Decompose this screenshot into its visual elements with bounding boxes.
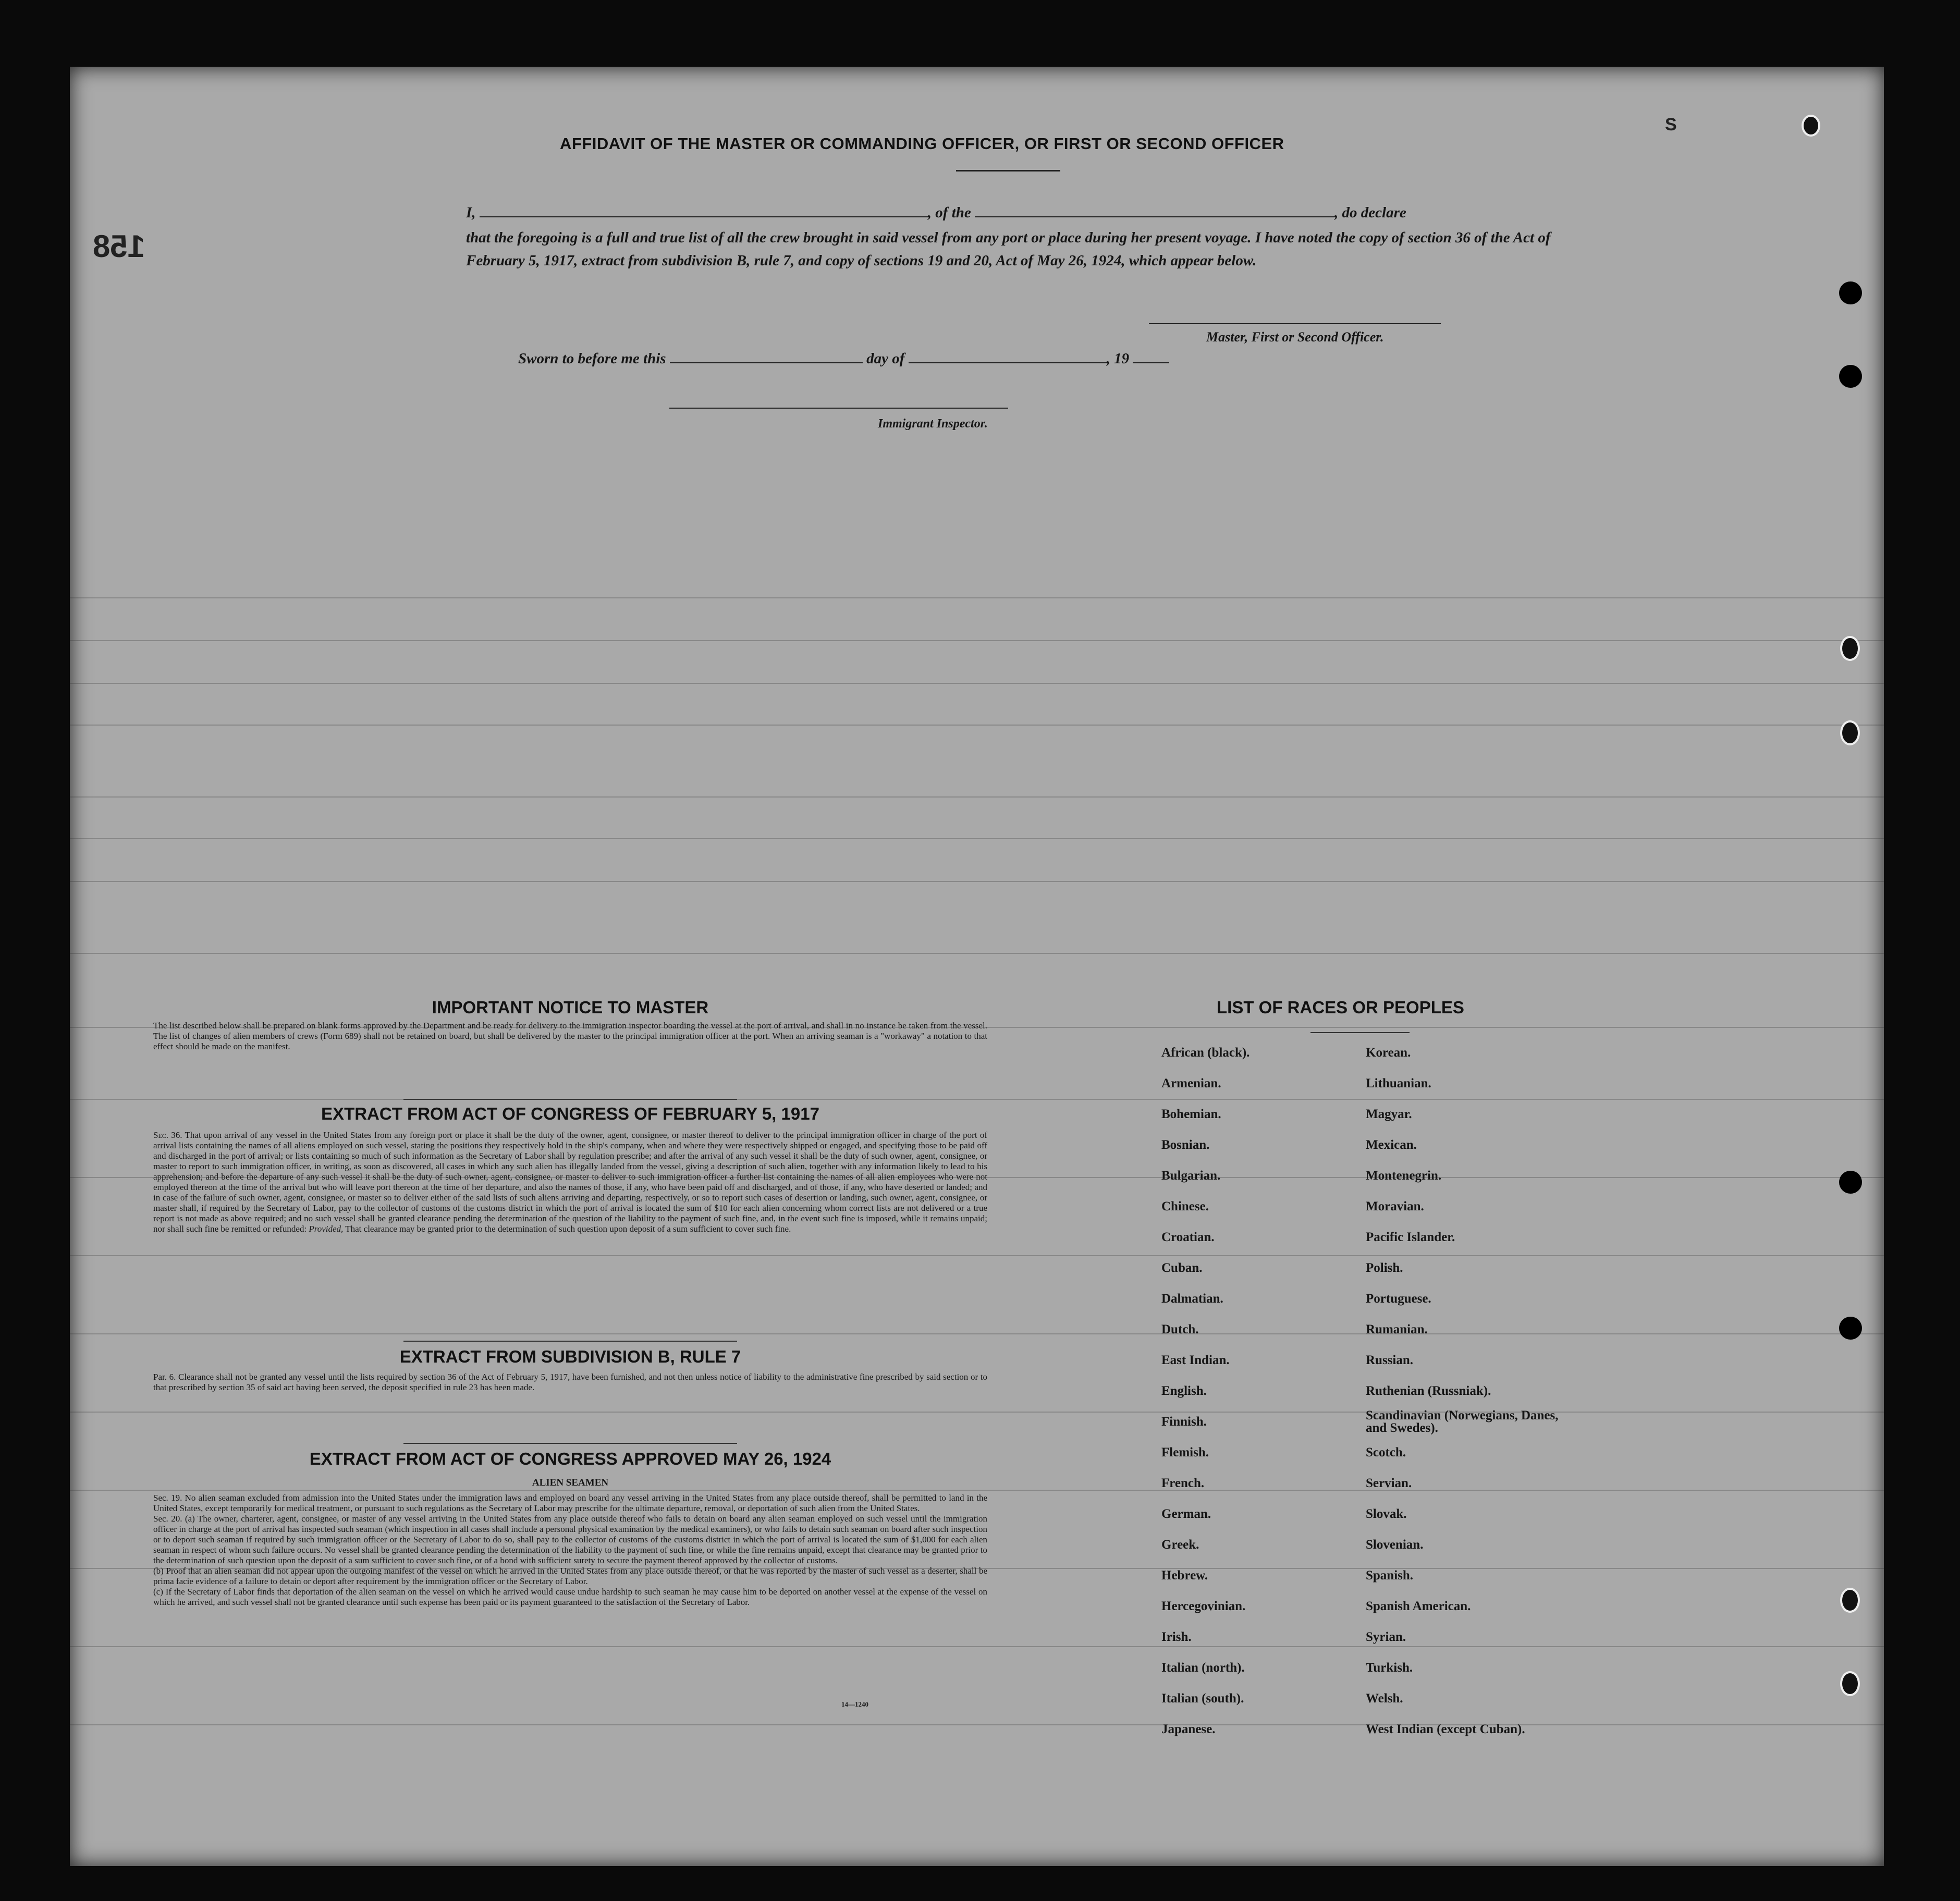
inspector-label: Immigrant Inspector. bbox=[878, 417, 988, 431]
race-item: Pacific Islander. bbox=[1366, 1230, 1455, 1244]
race-item: Croatian. bbox=[1161, 1230, 1215, 1244]
binder-hole bbox=[1839, 281, 1862, 304]
corner-mark: S bbox=[1665, 115, 1677, 134]
form-number: 14—1240 bbox=[841, 1700, 868, 1708]
extract-1917-body bbox=[153, 1130, 987, 1234]
race-item: Japanese. bbox=[1161, 1722, 1216, 1736]
race-item: Dalmatian. bbox=[1161, 1292, 1223, 1306]
title-rule bbox=[956, 170, 1060, 171]
race-item: Ruthenian (Russniak). bbox=[1366, 1384, 1491, 1398]
race-item: Cuban. bbox=[1161, 1261, 1203, 1275]
race-item: Servian. bbox=[1366, 1476, 1412, 1490]
sworn-year: , 19 bbox=[1106, 350, 1130, 367]
race-item: Spanish American. bbox=[1366, 1599, 1471, 1613]
races-title: LIST OF RACES OR PEOPLES bbox=[1217, 998, 1464, 1017]
race-item: Russian. bbox=[1366, 1353, 1414, 1367]
inspector-signature-line[interactable] bbox=[669, 408, 1008, 409]
race-item: Bulgarian. bbox=[1161, 1169, 1221, 1183]
margin-number: 158 bbox=[93, 229, 145, 264]
race-item: Welsh. bbox=[1366, 1691, 1403, 1706]
race-item: Turkish. bbox=[1366, 1661, 1413, 1675]
race-item: Dutch. bbox=[1161, 1322, 1199, 1336]
vessel-blank[interactable] bbox=[975, 216, 1334, 217]
sec-36-label: Sec. 36. bbox=[153, 1130, 182, 1140]
notice-body: The list described below shall be prepared on blank forms approved by the Department and be ready for delivery to the immigration inspector boarding the vessel at the port of arrival, and shall in no instance be taken from the vessel. The list of changes of alien members of crews (Form 689) shall not be retained on board, but shall be delivered by the master to the principal immigration officer at the port. When an arriving seaman is a "workaway" a notation to that effect should be made on the manifest. bbox=[153, 1021, 987, 1051]
extract-1924-subtitle: ALIEN SEAMEN bbox=[532, 1477, 609, 1488]
section-rule bbox=[403, 1443, 737, 1444]
race-item: Slovenian. bbox=[1366, 1538, 1424, 1552]
sec-20b-text: (b) Proof that an alien seaman did not appear upon the outgoing manifest of the vessel on which he arrived in the United States from any place outside thereof, or that he was reported by the master of such vessel as a deserter, shall be prima facie evidence of a failure to detain or deport after requirement by the immigration officer or the Secretary of Labor. bbox=[153, 1566, 987, 1586]
punch-hole-ring bbox=[1802, 115, 1820, 137]
race-item: Scandinavian (Norwegians, Danes, and Swedes). bbox=[1366, 1408, 1559, 1435]
affidavit-title: AFFIDAVIT OF THE MASTER OR COMMANDING OFFICER, OR FIRST OR SECOND OFFICER bbox=[560, 134, 1284, 153]
race-item: Bohemian. bbox=[1161, 1107, 1221, 1121]
section-rule bbox=[403, 1341, 737, 1342]
race-item: Chinese. bbox=[1161, 1199, 1209, 1213]
race-item: African (black). bbox=[1161, 1046, 1250, 1060]
sworn-year-blank[interactable] bbox=[1133, 362, 1169, 363]
extract-rule7-body: Par. 6. Clearance shall not be granted any vessel until the lists required by section 36 of the Act of February 5, 1917, have been furnished, and not then unless notice of liability to the administrative fine prescribed by said section or to that prescribed by section 35 of said act having been served, the deposit specified in rule 23 has been made. bbox=[153, 1372, 987, 1392]
sec-36-text: That upon arrival of any vessel in the United States from any foreign port or place it shall be the duty of the owner, agent, consignee, or master thereof to deliver to the principal immigration officer in charge of the port of arrival lists containing the names of all aliens employed on such vessel, stating the positions they respectively hold in the ship's company, when and where they were respectively shipped or engaged, and specifying those to be paid off and discharged in the port of arrival; or lists containing so much of such information as the Secretary of Labor shall by regulation prescribe; and after the arrival of any such vessel it shall be the duty of such owner, agent, consignee, or master to report to such immigration officer, in writing, as soon as discovered, all cases in which any such alien has illegally landed from the vessel, giving a description of such alien, together with any information likely to lead to his apprehension; and before the departure of any such vessel it shall be the duty of such owner, agent, consignee, or master to deliver to such immigration officer a further list containing the names of all alien employees who were not employed thereon at the time of the arrival but who will leave port thereon at the time of her departure, and also the names of those, if any, who have been paid off and discharged, and of those, if any, who have deserted or landed; and in case of the failure of such owner, agent, consignee, or master so to deliver either of the said lists of such aliens arriving and departing, respectively, or so to report such cases of desertion or landing, such owner, agent, consignee, or master shall, if required by the Secretary of Labor, pay to the collector of customs of the customs district in which the port of arrival is located the sum of $10 for each alien concerning whom correct lists are not delivered or a true report is not made as above required; and no such vessel shall be granted clearance pending the determination of the question of the liability to the payment of such fine, and, in the event such fine is imposed, while it remains unpaid; nor shall such fine be remitted or refunded: bbox=[153, 1130, 987, 1234]
extract-1924-title: EXTRACT FROM ACT OF CONGRESS APPROVED MAY 26, 1924 bbox=[309, 1449, 831, 1468]
race-item: West Indian (except Cuban). bbox=[1366, 1722, 1525, 1736]
binder-hole bbox=[1840, 1588, 1860, 1613]
master-signature-line[interactable] bbox=[1149, 323, 1441, 324]
sec-36-proviso: Provided, bbox=[309, 1224, 344, 1234]
extract-1924-body bbox=[153, 1493, 987, 1608]
race-item: German. bbox=[1161, 1507, 1211, 1521]
race-item: Italian (north). bbox=[1161, 1661, 1245, 1675]
race-item: Hercegovinian. bbox=[1161, 1599, 1246, 1613]
race-item: Magyar. bbox=[1366, 1107, 1412, 1121]
binder-hole bbox=[1840, 636, 1860, 661]
document-page bbox=[70, 67, 1884, 1866]
race-item: Moravian. bbox=[1366, 1199, 1424, 1213]
race-item: Bosnian. bbox=[1161, 1138, 1210, 1152]
races-rule bbox=[1310, 1032, 1410, 1033]
sworn-prefix: Sworn to before me this bbox=[518, 350, 666, 367]
affidavit-body: that the foregoing is a full and true list of all the crew brought in said vessel from any port or place during her present voyage. I have noted the copy of section 36 of the Act of February 5, 1917, extract from subdivision B, rule 7, and copy of sections 19 and 20, Act of May 26, 1924, which appear below. bbox=[466, 229, 1551, 269]
notice-title: IMPORTANT NOTICE TO MASTER bbox=[432, 998, 709, 1017]
race-item: East Indian. bbox=[1161, 1353, 1230, 1367]
affidavit-line1 bbox=[466, 204, 1406, 222]
sworn-day-blank[interactable] bbox=[670, 362, 863, 363]
race-item: Spanish. bbox=[1366, 1568, 1414, 1583]
race-item: Polish. bbox=[1366, 1261, 1403, 1275]
binder-hole bbox=[1840, 1671, 1860, 1696]
affidavit-declare: , do declare bbox=[1334, 204, 1406, 221]
sworn-month-blank[interactable] bbox=[909, 362, 1107, 363]
sec-19-text: Sec. 19. No alien seaman excluded from admission into the United States under the immigration laws and employed on board any vessel arriving in the United States from any place outside thereof, shall be permitted to land in the United States, except temporarily for medical treatment, or pursuant to such regulations as the Secretary of Labor may prescribe for the ultimate departure, removal, or deportation of such alien from the United States. bbox=[153, 1493, 987, 1513]
binder-hole bbox=[1839, 365, 1862, 388]
extract-rule7-title: EXTRACT FROM SUBDIVISION B, RULE 7 bbox=[399, 1347, 741, 1366]
sec-20a-text: Sec. 20. (a) The owner, charterer, agent, consignee, or master of any vessel arriving in the United States from any place outside thereof who fails to detain on board any alien seaman employed on such vessel until the immigration officer in charge at the port of arrival has inspected such seaman (which inspection in all cases shall include a personal physical examination by the medical examiners), or who fails to detain such seaman on board after such inspection or to deport such seaman if required by such immigration officer or the Secretary of Labor to do so, shall pay to the collector of customs of the customs district in which the port of arrival is located the sum of $1,000 for each alien seaman in respect of whom such failure occurs. No vessel shall be granted clearance pending the determination of the liability to the payment of such fine, or while the fine remains unpaid, except that clearance may be granted prior to the determination of such question upon the deposit of a sum sufficient to cover such fine, or of a bond with sufficient surety to secure the payment thereof approved by the collector of customs. bbox=[153, 1514, 987, 1565]
binder-hole bbox=[1840, 720, 1860, 745]
race-item: Finnish. bbox=[1161, 1415, 1207, 1429]
race-item: Mexican. bbox=[1366, 1138, 1417, 1152]
race-item: Greek. bbox=[1161, 1538, 1199, 1552]
affidavit-of-the: , of the bbox=[927, 204, 971, 221]
extract-1917-title: EXTRACT FROM ACT OF CONGRESS OF FEBRUARY 5, 1917 bbox=[321, 1104, 819, 1123]
binder-hole bbox=[1839, 1317, 1862, 1340]
binder-hole bbox=[1839, 1171, 1862, 1194]
race-item: Armenian. bbox=[1161, 1076, 1221, 1090]
sec-36-text-end: That clearance may be granted prior to the determination of such question upon deposit of a sum sufficient to cover such fine. bbox=[345, 1224, 791, 1234]
section-rule bbox=[403, 1099, 737, 1100]
race-item: Scotch. bbox=[1366, 1445, 1406, 1460]
sec-20c-text: (c) If the Secretary of Labor finds that deportation of the alien seaman on the vessel on which he arrived would cause undue hardship to such seaman he may cause him to be deported on another vessel at the expense of the vessel on which he arrived, and such vessel shall not be granted clearance until such expense has been paid or its payment guaranteed to the satisfaction of the Secretary of Labor. bbox=[153, 1587, 987, 1607]
name-blank[interactable] bbox=[480, 216, 928, 217]
race-item: Flemish. bbox=[1161, 1445, 1209, 1460]
race-item: Irish. bbox=[1161, 1630, 1192, 1644]
race-item: Syrian. bbox=[1366, 1630, 1406, 1644]
race-item: Lithuanian. bbox=[1366, 1076, 1431, 1090]
race-item: Montenegrin. bbox=[1366, 1169, 1442, 1183]
race-item: French. bbox=[1161, 1476, 1205, 1490]
race-item: Slovak. bbox=[1366, 1507, 1407, 1521]
sworn-day-of: day of bbox=[866, 350, 905, 367]
race-item: Italian (south). bbox=[1161, 1691, 1244, 1706]
race-item: Portuguese. bbox=[1366, 1292, 1431, 1306]
master-signature-label: Master, First or Second Officer. bbox=[1206, 329, 1384, 345]
race-item: Korean. bbox=[1366, 1046, 1411, 1060]
sworn-line bbox=[518, 350, 1169, 367]
race-item: English. bbox=[1161, 1384, 1207, 1398]
race-item: Hebrew. bbox=[1161, 1568, 1208, 1583]
affidavit-i: I, bbox=[466, 204, 476, 221]
race-item: Rumanian. bbox=[1366, 1322, 1428, 1336]
